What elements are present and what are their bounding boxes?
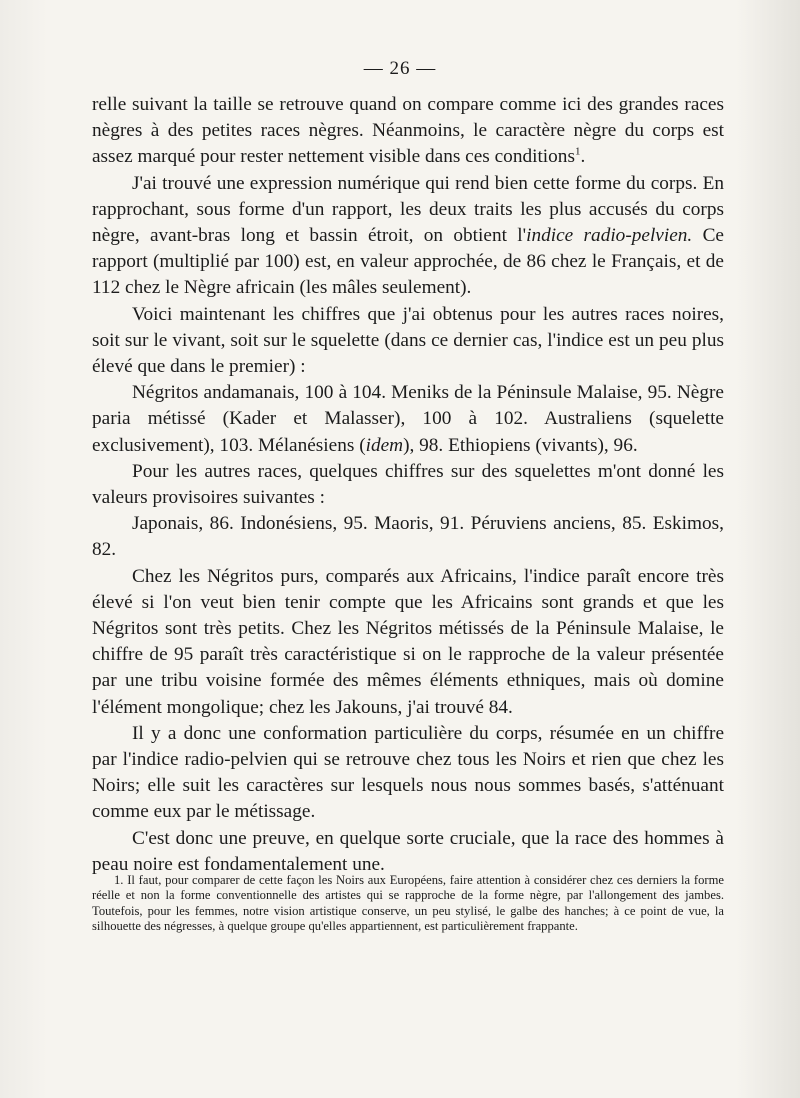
footnote-text: 1. Il faut, pour comparer de cette façon les Noirs aux Européens, faire attention à considérer chez ces derniers la forme réelle et non la forme conventionnelle des artistes qui se rapproche de la forme nègre, par l'allongement des jambes. Toutefois, pour les femmes, notre vision artistique conserve, un peu stylisé, le galbe des hanches; à ce point de vue, la silhouette des négresses, à quelque groupe qu'elles appartiennent, est particulièrement frappante. xyxy=(92,873,724,934)
paragraph-6: Japonais, 86. Indonésiens, 95. Maoris, 91. Péruviens anciens, 85. Eskimos, 82. xyxy=(92,513,724,561)
paragraph-3: Voici maintenant les chiffres que j'ai obtenus pour les autres races noires, soit sur le vivant, soit sur le squelette (dans ce dernier cas, l'indice est un peu plus élevé que dans le premier) : xyxy=(92,303,724,378)
body-text xyxy=(92,92,724,878)
footnote-ref: 1 xyxy=(574,145,581,158)
paragraph-7: Chez les Négritos purs, comparés aux Africains, l'indice paraît encore très élevé si l'on veut bien tenir compte que les Africains sont grands et que les Négritos sont très petits. Chez les Négritos métissés de la Péninsule Malaise, le chiffre de 95 paraît très caractéristique si on le rapproche de la valeur présentée par une tribu voisine formée des mêmes éléments ethniques, mais où domine l'élément mongolique; chez les Jakouns, j'ai trouvé 84. xyxy=(92,565,724,718)
paragraph-1 xyxy=(92,92,724,171)
paragraph-4 xyxy=(92,380,724,459)
paragraph-2-italic: indice radio-pelvien. xyxy=(526,225,693,247)
paragraph-4-text: Négritos andamanais, 100 à 104. Meniks de la Péninsule Malaise, 95. Nègre paria métissé (Kader et Malasser), 100 à 102. Australiens (squelette exclusivement), 103. Mélanésiens ( xyxy=(92,382,724,456)
paragraph-4-italic: idem xyxy=(365,434,404,456)
paragraph-2 xyxy=(92,171,724,302)
paragraph-9: C'est donc une preuve, en quelque sorte cruciale, que la race des hommes à peau noire est fondamentalement une. xyxy=(92,827,724,875)
paragraph-4-end: ), 98. Ethiopiens (vivants), 96. xyxy=(403,434,638,456)
paragraph-5: Pour les autres races, quelques chiffres sur des squelettes m'ont donné les valeurs provisoires suivantes : xyxy=(92,460,724,509)
page-number: — 26 — xyxy=(363,58,437,79)
footnote xyxy=(92,873,724,935)
paragraph-2-end: Ce rapport (multiplié par 100) est, en valeur approchée, de 86 chez le Français, et de 112 chez le Nègre africain (les mâles seulement). xyxy=(92,225,724,299)
paragraph-1-text: relle suivant la taille se retrouve quand on compare comme ici des grandes races nègres à des petites races nègres. Néanmoins, le caractère nègre du corps est assez marqué pour rester nettement visible dans ces conditions xyxy=(92,94,724,168)
paragraph-8: Il y a donc une conformation particulière du corps, résumée en un chiffre par l'indice radio-pelvien qui se retrouve chez tous les Noirs et rien que chez les Noirs; elle suit les caractères sur lesquels nous nous sommes basés, s'atténuant comme eux par le métissage. xyxy=(92,722,724,823)
paragraph-2-text: J'ai trouvé une expression numérique qui rend bien cette forme du corps. En rapprochant, sous forme d'un rapport, les deux traits les plus accusés du corps nègre, avant-bras long et bassin étroit, on obtient l' xyxy=(92,172,724,247)
paragraph-1-end: . xyxy=(580,146,586,168)
